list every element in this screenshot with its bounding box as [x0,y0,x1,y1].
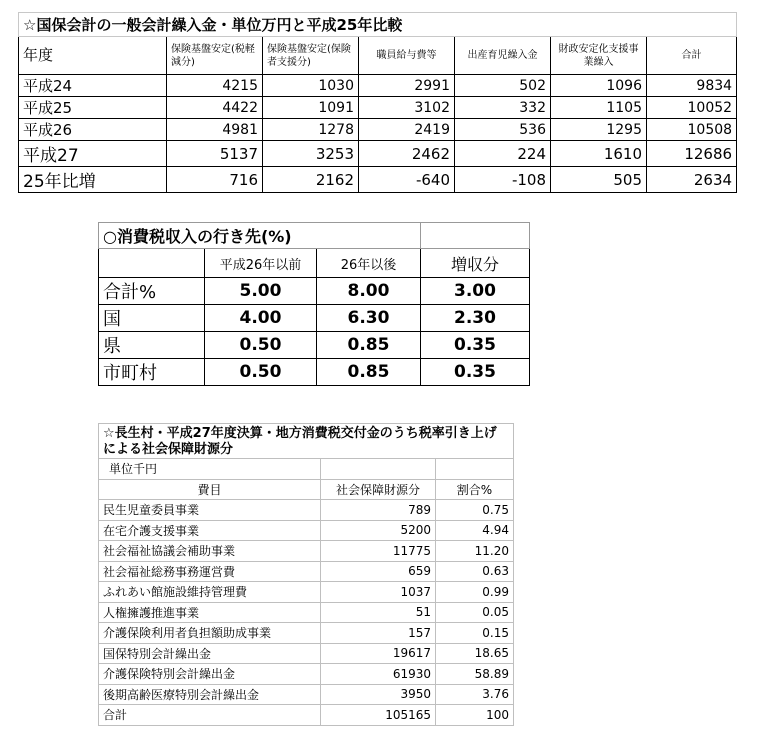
item-cell: 介護保険利用者負担額助成事業 [99,623,321,644]
value-cell: 1030 [263,75,359,97]
header-row [99,249,530,278]
total-row [99,705,514,726]
table-row [99,305,530,332]
header-cell: 年度 [19,37,167,75]
year-cell: 平成27 [19,141,167,167]
value-cell: 61930 [321,664,436,685]
table-row [19,167,737,193]
header-cell: 増収分 [421,249,530,278]
value-cell: 505 [551,167,647,193]
value-cell: 2.30 [421,305,530,332]
table-row [99,561,514,582]
label-cell: 市町村 [99,359,205,386]
header-row [19,37,737,75]
value-cell: 0.35 [421,359,530,386]
blank-cell [436,459,514,480]
table3-title: ☆長生村・平成27年度決算・地方消費税交付金のうち税率引き上げによる社会保障財源分 [99,424,514,459]
table-row [99,500,514,521]
item-cell: 社会福祉協議会補助事業 [99,541,321,562]
item-cell: ふれあい館施設維持管理費 [99,582,321,603]
value-cell: 0.35 [421,332,530,359]
header-cell: 社会保障財源分 [321,479,436,500]
value-cell: 536 [455,119,551,141]
table-row [99,623,514,644]
value-cell: 3102 [359,97,455,119]
table1-title: ☆国保会計の一般会計繰入金・単位万円と平成25年比較 [19,13,737,37]
value-cell: 18.65 [436,643,514,664]
table-row [99,520,514,541]
table-row [99,664,514,685]
unit-label: 単位千円 [99,459,321,480]
value-cell: 12686 [647,141,737,167]
consumption-tax-table [98,222,530,386]
item-cell: 在宅介護支援事業 [99,520,321,541]
value-cell: 4.00 [205,305,317,332]
value-cell: 0.05 [436,602,514,623]
value-cell: -108 [455,167,551,193]
year-cell: 平成26 [19,119,167,141]
value-cell: 1278 [263,119,359,141]
value-cell: 105165 [321,705,436,726]
table-row [99,684,514,705]
header-cell [99,249,205,278]
table-row [19,141,737,167]
year-cell: 25年比増 [19,167,167,193]
header-cell: 費目 [99,479,321,500]
blank-cell [321,459,436,480]
table-row [99,541,514,562]
value-cell: 1610 [551,141,647,167]
value-cell: 9834 [647,75,737,97]
value-cell: 3.76 [436,684,514,705]
label-cell: 国 [99,305,205,332]
value-cell: 3253 [263,141,359,167]
unit-row [99,459,514,480]
value-cell: 3950 [321,684,436,705]
value-cell: 58.89 [436,664,514,685]
value-cell: 1037 [321,582,436,603]
table-title-row [99,223,530,249]
item-cell: 国保特別会計繰出金 [99,643,321,664]
table-row [19,119,737,141]
value-cell: 716 [167,167,263,193]
label-cell: 合計% [99,278,205,305]
header-row [99,479,514,500]
value-cell: 4981 [167,119,263,141]
value-cell: 51 [321,602,436,623]
value-cell: 1096 [551,75,647,97]
value-cell: -640 [359,167,455,193]
label-cell: 県 [99,332,205,359]
value-cell: 6.30 [317,305,421,332]
year-cell: 平成25 [19,97,167,119]
header-cell: 保険基盤安定(税軽減分) [167,37,263,75]
item-cell: 後期高齢医療特別会計繰出金 [99,684,321,705]
table-row [99,332,530,359]
value-cell: 4.94 [436,520,514,541]
value-cell: 4422 [167,97,263,119]
value-cell: 2462 [359,141,455,167]
value-cell: 502 [455,75,551,97]
value-cell: 11775 [321,541,436,562]
value-cell: 2634 [647,167,737,193]
value-cell: 224 [455,141,551,167]
value-cell: 8.00 [317,278,421,305]
table-title-row [19,13,737,37]
header-cell: 職員給与費等 [359,37,455,75]
value-cell: 2162 [263,167,359,193]
value-cell: 1295 [551,119,647,141]
header-cell: 割合% [436,479,514,500]
item-cell: 人権擁護推進事業 [99,602,321,623]
value-cell: 0.99 [436,582,514,603]
value-cell: 5.00 [205,278,317,305]
value-cell: 5137 [167,141,263,167]
value-cell: 10052 [647,97,737,119]
value-cell: 10508 [647,119,737,141]
value-cell: 2419 [359,119,455,141]
value-cell: 0.75 [436,500,514,521]
table-row [99,359,530,386]
blank-cell [421,223,530,249]
value-cell: 332 [455,97,551,119]
item-cell: 合計 [99,705,321,726]
value-cell: 0.85 [317,359,421,386]
value-cell: 5200 [321,520,436,541]
table-row [19,97,737,119]
value-cell: 0.85 [317,332,421,359]
social-security-funds-table [98,423,514,726]
header-cell: 財政安定化支援事業繰入 [551,37,647,75]
value-cell: 0.50 [205,359,317,386]
item-cell: 社会福祉総務事務運営費 [99,561,321,582]
value-cell: 157 [321,623,436,644]
header-cell: 出産育児繰入金 [455,37,551,75]
kokuho-transfer-table [18,12,737,193]
header-cell: 平成26年以前 [205,249,317,278]
value-cell: 100 [436,705,514,726]
value-cell: 1105 [551,97,647,119]
value-cell: 789 [321,500,436,521]
item-cell: 民生児童委員事業 [99,500,321,521]
header-cell: 26年以後 [317,249,421,278]
header-cell: 保険基盤安定(保険者支援分) [263,37,359,75]
value-cell: 4215 [167,75,263,97]
item-cell: 介護保険特別会計繰出金 [99,664,321,685]
value-cell: 0.63 [436,561,514,582]
table-row [99,278,530,305]
value-cell: 11.20 [436,541,514,562]
table-row [99,602,514,623]
value-cell: 0.50 [205,332,317,359]
table-row [99,582,514,603]
value-cell: 1091 [263,97,359,119]
table-title-row [99,424,514,459]
table-row [19,75,737,97]
year-cell: 平成24 [19,75,167,97]
value-cell: 659 [321,561,436,582]
table2-title: ○消費税収入の行き先(%) [99,223,421,249]
value-cell: 0.15 [436,623,514,644]
value-cell: 2991 [359,75,455,97]
value-cell: 19617 [321,643,436,664]
header-cell: 合計 [647,37,737,75]
value-cell: 3.00 [421,278,530,305]
table-row [99,643,514,664]
